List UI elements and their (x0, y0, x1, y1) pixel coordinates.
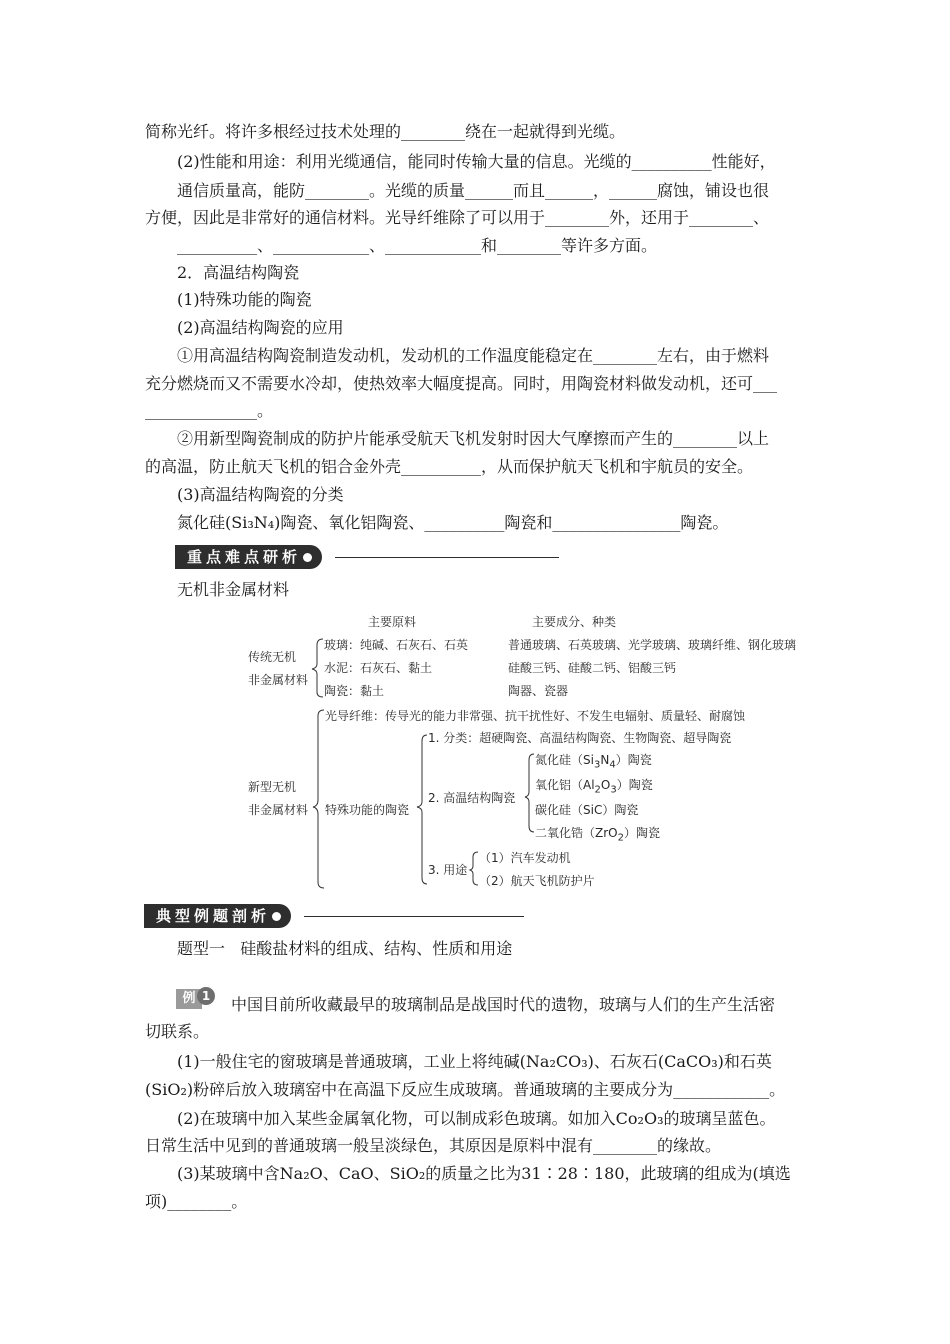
section-bar-title: 重点难点研析 (187, 548, 302, 566)
text-line: __________、____________、____________和________等许多方面。 (177, 236, 658, 255)
use-shuttle: （2）航天飞机防护片 (479, 874, 595, 888)
text-line: (2)性能和用途：利用光缆通信，能同时传输大量的信息。光缆的__________性能好， (177, 152, 776, 171)
text-line: (2)高温结构陶瓷的应用 (177, 318, 344, 337)
glass-types: 普通玻璃、石英玻璃、光学玻璃、玻璃纤维、钢化玻璃 (508, 638, 797, 652)
text-line: 的高温，防止航天飞机的铝合金外壳__________，从而保护航天飞机和宇航员的安全。 (145, 457, 754, 476)
text-line: ①用高温结构陶瓷制造发动机，发动机的工作温度能稳定在________左右，由于燃料 (177, 346, 770, 365)
ceramic-types: 陶器、瓷器 (508, 684, 569, 698)
high-temp-ceramics: 2. 高温结构陶瓷 (428, 791, 516, 805)
question-text: 项)________。 (145, 1192, 248, 1211)
text-line: 简称光纤。将许多根经过技术处理的________绕在一起就得到光缆。 (145, 122, 626, 141)
divider (304, 916, 524, 917)
text-line: 氮化硅(Si₃N₄)陶瓷、氧化铝陶瓷、__________陶瓷和________________陶瓷。 (177, 513, 729, 532)
example-label: 例 (176, 989, 202, 1009)
glass-material: 玻璃：纯碱、石灰石、石英 (324, 638, 469, 652)
bullet-icon (303, 553, 312, 562)
zirconia: 二氧化锆（ZrO$_2$）陶瓷 (535, 826, 660, 844)
bullet-icon (272, 912, 281, 921)
new-material-label: 新型无机 (248, 780, 297, 794)
classification: 1. 分类：超硬陶瓷、高温结构陶瓷、生物陶瓷、超导陶瓷 (428, 731, 732, 745)
new-material-label: 非金属材料 (248, 803, 309, 817)
traditional-label: 非金属材料 (248, 673, 309, 687)
question-text: (3)某玻璃中含Na₂O、CaO、SiO₂的质量之比为31∶28∶180，此玻璃的组成为(填选 (177, 1164, 791, 1183)
use-engine: （1）汽车发动机 (479, 851, 571, 865)
question-text: 日常生活中见到的普通玻璃一般呈淡绿色，其原因是原料中混有________的缘故。 (145, 1136, 722, 1155)
cement-material: 水泥：石灰石、黏土 (324, 661, 433, 675)
section-bar-label (175, 545, 322, 569)
fiber-description: 光导纤维：传导光的能力非常强、抗干扰性好、不发生电辐射、质量轻、耐腐蚀 (325, 709, 746, 723)
question-text: 切联系。 (145, 1022, 210, 1041)
text-line: ______________。 (145, 401, 274, 420)
section-bar (144, 904, 524, 928)
text-line: ②用新型陶瓷制成的防护片能承受航天飞机发射时因大气摩擦而产生的________以上 (177, 429, 770, 448)
text-line: (1)特殊功能的陶瓷 (177, 290, 312, 309)
question-text: 中国目前所收藏最早的玻璃制品是战国时代的遗物，玻璃与人们的生产生活密 (231, 995, 776, 1014)
question-text: (SiO₂)粉碎后放入玻璃窑中在高温下反应生成玻璃。普通玻璃的主要成分为____________。 (145, 1080, 786, 1099)
text-line: 充分燃烧而又不需要水冷却，使热效率大幅度提高。同时，用陶瓷材料做发动机，还可___ (145, 374, 778, 393)
section-bar (175, 545, 559, 569)
silicon-nitride: 氮化硅$(Si_3N_4)$陶瓷 (535, 753, 652, 771)
text-line: (3)高温结构陶瓷的分类 (177, 485, 344, 504)
silicon-carbide: 碳化硅（SiC）陶瓷 (535, 803, 639, 817)
question-text: (1)一般住宅的窗玻璃是普通玻璃，工业上将纯碱(Na₂CO₃)、石灰石(CaCO₃)和石英 (177, 1052, 772, 1071)
text-line: 通信质量高，能防________。光缆的质量______而且______，______腐蚀，铺设也很 (177, 181, 770, 200)
diagram-header-material: 主要原料 (368, 615, 417, 629)
traditional-label: 传统无机 (248, 650, 297, 664)
text-line: 方便，因此是非常好的通信材料。光导纤维除了可以用于________外，还用于________、 (145, 208, 770, 227)
section-bar-label (144, 904, 291, 928)
diagram-header-component: 主要成分、种类 (532, 615, 617, 629)
section-bar-title: 典型例题剖析 (156, 907, 271, 925)
example-badge (176, 987, 218, 1009)
special-ceramics-label: 特殊功能的陶瓷 (325, 803, 410, 817)
use-label: 3. 用途 (428, 863, 468, 877)
ceramic-material: 陶瓷：黏土 (324, 684, 385, 698)
problem-type-title: 题型一 硅酸盐材料的组成、结构、性质和用途 (177, 939, 513, 958)
example-number: 1 (197, 987, 215, 1005)
alumina: 氧化铝$(Al_2O_3)$陶瓷 (535, 778, 653, 796)
cement-components: 硅酸三钙、硅酸二钙、铝酸三钙 (508, 661, 677, 675)
divider (335, 557, 559, 558)
question-text: (2)在玻璃中加入某些金属氧化物，可以制成彩色玻璃。如加入Co₂O₃的玻璃呈蓝色。 (177, 1109, 776, 1128)
heading: 2．高温结构陶瓷 (177, 263, 300, 282)
subtitle: 无机非金属材料 (177, 580, 290, 599)
